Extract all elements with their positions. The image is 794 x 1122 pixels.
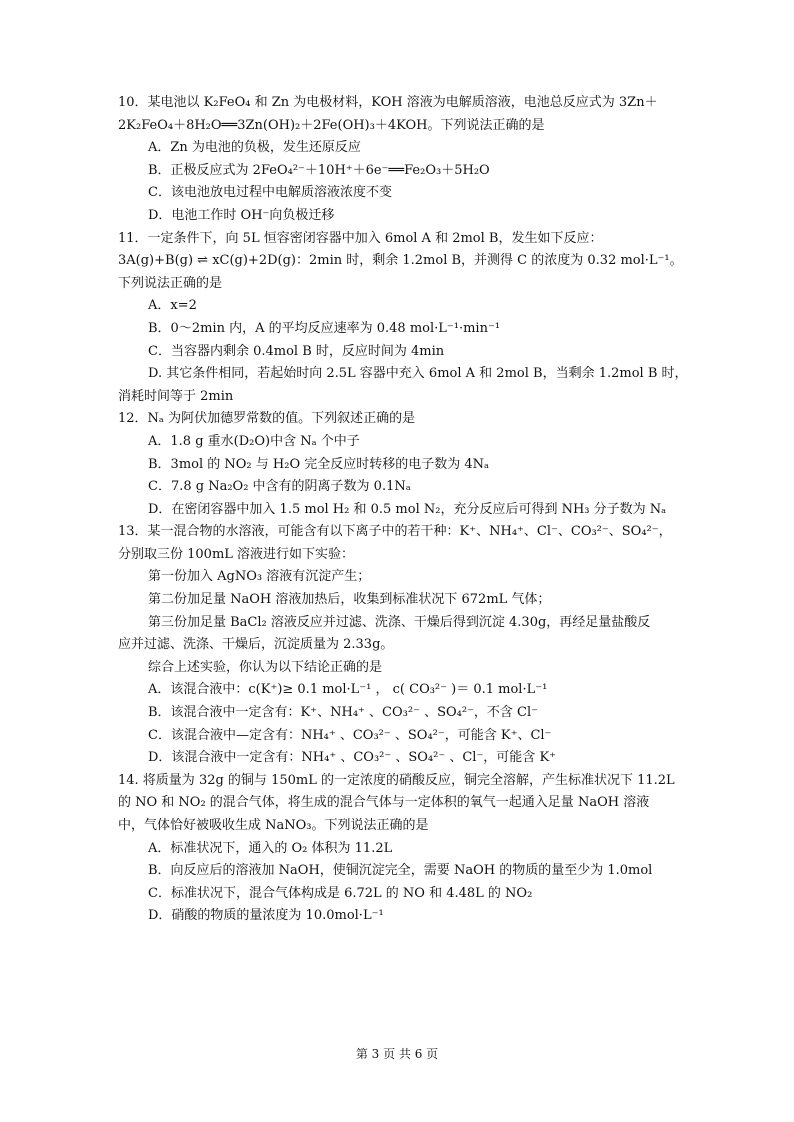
text-line: C．7.8 g Na₂O₂ 中含有的阴离子数为 0.1Nₐ bbox=[148, 479, 411, 495]
text-line: C．当容器内剩余 0.4mol B 时，反应时间为 4min bbox=[148, 343, 445, 359]
text-line: D．在密闭容器中加入 1.5 mol H₂ 和 0.5 mol N₂，充分反应后可得到 NH₃ 分子数为 Nₐ bbox=[148, 501, 667, 517]
text-line: B．向反应后的溶液加 NaOH，使铜沉淀完全，需要 NaOH 的物质的量至少为 1.0mol bbox=[148, 863, 653, 879]
text-line: 3A(g)+B(g) ⇌ xC(g)+2D(g)：2min 时，剩余 1.2mol B，并测得 C 的浓度为 0.32 mol·L⁻¹。 bbox=[118, 253, 683, 269]
text-line: 11．一定条件下，向 5L 恒容密闭容器中加入 6mol A 和 2mol B，发生如下反应： bbox=[118, 230, 603, 246]
text-line: 消耗时间等于 2min bbox=[118, 388, 234, 404]
text-line: B．0～2min 内，A 的平均反应速率为 0.48 mol·L⁻¹·min⁻¹ bbox=[148, 320, 501, 336]
page-footer: 第 3 页 共 6 页 bbox=[355, 1047, 439, 1061]
text-line: 10．某电池以 K₂FeO₄ 和 Zn 为电极材料，KOH 溶液为电解质溶液，电池总反应式为 3Zn＋ bbox=[118, 95, 658, 110]
text-line: 的 NO 和 NO₂ 的混合气体，将生成的混合气体与一定体积的氧气一起通入足量 NaOH 溶液 bbox=[118, 795, 650, 811]
text-line: A．标准状况下，通入的 O₂ 体积为 11.2L bbox=[148, 840, 393, 856]
text-line: 综合上述实验，你认为以下结论正确的是 bbox=[148, 659, 383, 675]
text-line: B．正极反应式为 2FeO₄²⁻＋10H⁺＋6e⁻══Fe₂O₃＋5H₂O bbox=[148, 162, 490, 178]
text-line: D．硝酸的物质的量浓度为 10.0mol·L⁻¹ bbox=[148, 908, 384, 924]
text-line: 12．Nₐ 为阿伏加德罗常数的值。下列叙述正确的是 bbox=[118, 411, 416, 427]
text-line: 14. 将质量为 32g 的铜与 150mL 的一定浓度的硝酸反应，铜完全溶解，产生标准状况下 11.2L bbox=[118, 772, 675, 788]
text-line: C．该电池放电过程中电解质溶液浓度不变 bbox=[148, 185, 392, 201]
text-line: 第三份加足量 BaCl₂ 溶液反应并过滤、洗涤、干燥后得到沉淀 4.30g，再经足量盐酸反 bbox=[148, 614, 651, 630]
text-line: D．电池工作时 OH⁻向负极迁移 bbox=[148, 207, 335, 223]
text-line: 中，气体恰好被吸收生成 NaNO₃。下列说法正确的是 bbox=[118, 818, 429, 833]
text-line: 2K₂FeO₄＋8H₂O══3Zn(OH)₂＋2Fe(OH)₃＋4KOH。下列说法正确的是 bbox=[118, 117, 545, 133]
text-line: 第一份加入 AgNO₃ 溶液有沉淀产生； bbox=[148, 569, 371, 585]
text-line: B．该混合液中一定含有：K⁺、NH₄⁺ 、CO₃²⁻ 、SO₄²⁻，不含 Cl⁻ bbox=[148, 705, 539, 721]
text-line: A．1.8 g 重水(D₂O)中含 Nₐ 个中子 bbox=[148, 433, 360, 449]
text-line: 13．某一混合物的水溶液，可能含有以下离子中的若干种：K⁺、NH₄⁺、Cl⁻、CO₃²⁻、SO₄²⁻， bbox=[118, 524, 672, 540]
text-line: C．标准状况下，混合气体构成是 6.72L 的 NO 和 4.48L 的 NO₂ bbox=[148, 885, 533, 901]
text-line: B．3mol 的 NO₂ 与 H₂O 完全反应时转移的电子数为 4Nₐ bbox=[148, 456, 490, 472]
text-line: 分别取三份 100mL 溶液进行如下实验： bbox=[118, 546, 355, 562]
text-line: 第二份加足量 NaOH 溶液加热后，收集到标准状况下 672mL 气体； bbox=[148, 592, 551, 608]
text-line: A．x=2 bbox=[148, 298, 197, 314]
text-line: C．该混合液中—定含有：NH₄⁺ 、CO₃²⁻ 、SO₄²⁻，可能含 K⁺、Cl⁻ bbox=[148, 727, 552, 743]
text-line: 应并过滤、洗涤、干燥后，沉淀质量为 2.33g。 bbox=[118, 637, 394, 653]
text-line: 下列说法正确的是 bbox=[118, 275, 223, 291]
question-content bbox=[118, 92, 688, 928]
text-line: D．该混合液中一定含有：NH₄⁺ 、CO₃²⁻ 、SO₄²⁻ 、Cl⁻，可能含 K⁺ bbox=[148, 750, 557, 766]
text-line: A．Zn 为电池的负极，发生还原反应 bbox=[148, 140, 361, 156]
text-line: D. 其它条件相同，若起始时向 2.5L 容器中充入 6mol A 和 2mol B，当剩余 1.2mol B 时， bbox=[148, 366, 688, 382]
text-line: A．该混合液中：c(K⁺)≥ 0.1 mol·L⁻¹ ， c( CO₃²⁻ )＝ 0.1 mol·L⁻¹ bbox=[148, 682, 548, 698]
